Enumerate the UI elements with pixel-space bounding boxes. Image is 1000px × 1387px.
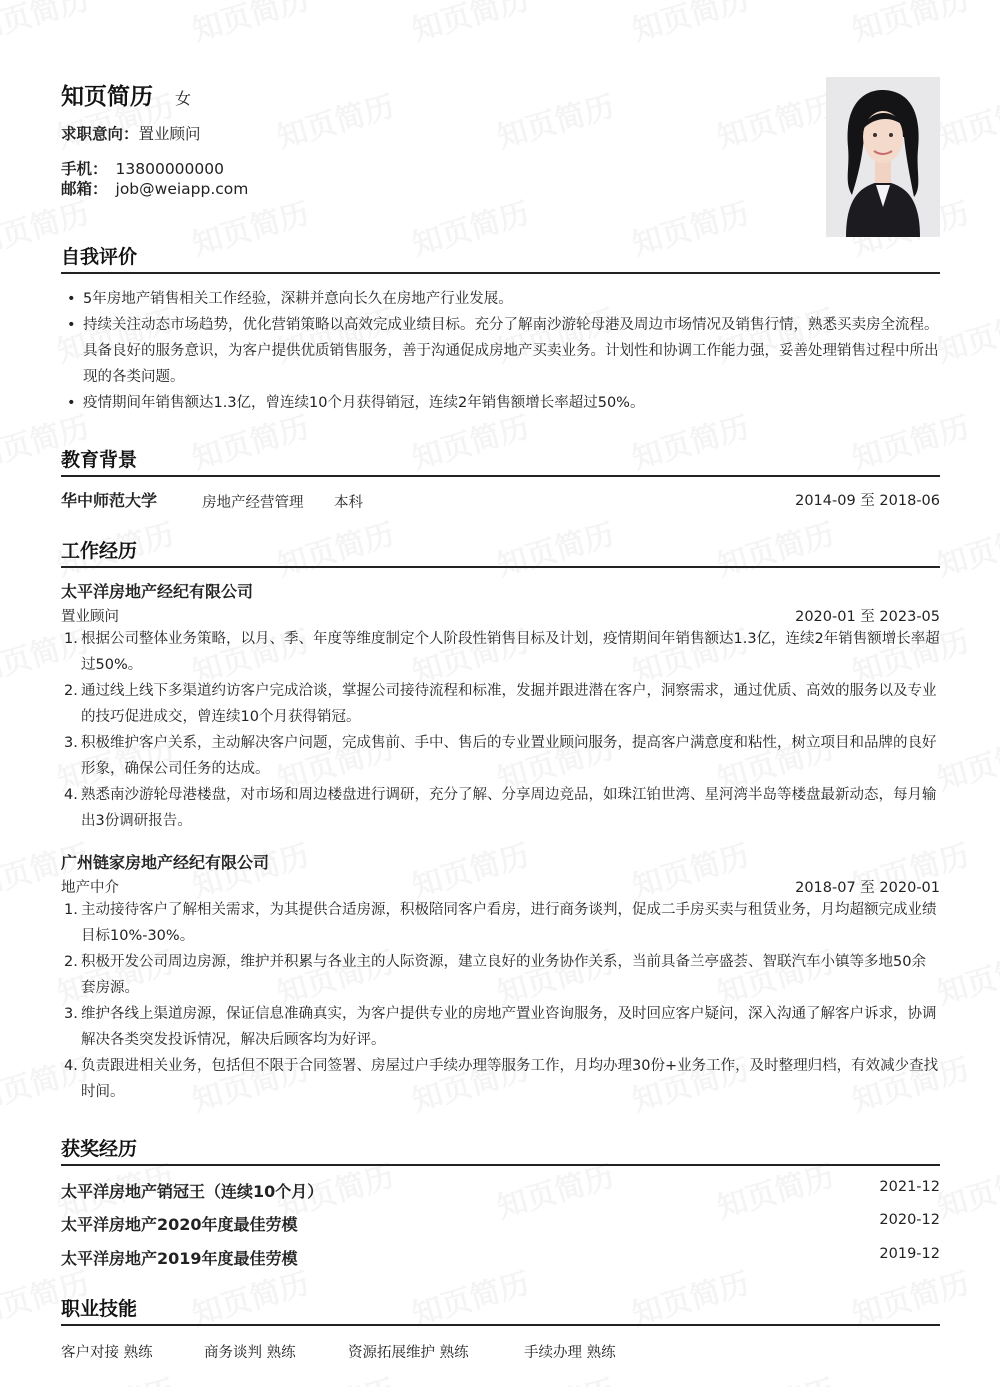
award-date: 2020-12 <box>879 1212 940 1228</box>
job-role: 置业顾问 <box>61 609 119 625</box>
award-row <box>61 1179 940 1202</box>
job-period: 2020-01 至 2023-05 <box>795 609 940 625</box>
skill-item: 客户对接 熟练 <box>61 1345 153 1361</box>
watermark-text <box>711 81 838 156</box>
job-duties-list <box>61 897 940 1105</box>
education-period: 2014-09 至 2018-06 <box>795 493 940 509</box>
watermark-text <box>711 1365 838 1387</box>
phone-label: 手机： <box>61 160 108 178</box>
phone-line <box>61 157 224 179</box>
watermark-text <box>931 81 1000 156</box>
award-date: 2021-12 <box>879 1179 940 1195</box>
award-row <box>61 1246 940 1269</box>
education-row <box>61 488 940 511</box>
list-item: 1. 根据公司整体业务策略，以月、季、年度等维度制定个人阶段性销售目标及计划，疫情期间年销售额达1.3亿，连续2年销售额增长率超过50%。 <box>64 631 940 673</box>
watermark-text <box>491 1365 618 1387</box>
list-item: 4. 负责跟进相关业务，包括但不限于合同签署、房屋过户手续办理等服务工作，月均办理30份+业务工作，及时整理归档，有效减少查找时间。 <box>64 1058 939 1100</box>
job-duties-list <box>61 626 940 834</box>
job-intent-label: 求职意向： <box>61 125 139 143</box>
section-title-skills: 职业技能 <box>61 1294 940 1326</box>
watermark-text <box>51 1365 178 1387</box>
major: 房地产经营管理 <box>202 495 304 511</box>
list-item: 4. 熟悉南沙游轮母港楼盘，对市场和周边楼盘进行调研，充分了解、分享周边竞品，如珠江铂世湾、星河湾半岛等楼盘最新动态，每月输出3份调研报告。 <box>64 787 937 829</box>
job-role-row <box>61 876 940 897</box>
watermark-text <box>491 81 618 156</box>
list-item: • 持续关注动态市场趋势，优化营销策略以高效完成业绩目标。充分了解南沙游轮母港及周边市场情况及销售行情，熟悉买卖房全流程。具备良好的服务意识，为客户提供优质销售服务，善于沟通促成房地产买卖业务。计划性和协调工作能力强，妥善处理销售过程中所出现的各类问题。 <box>61 312 940 390</box>
company-name: 广州链家房地产经纪有限公司 <box>61 853 270 872</box>
job-intent <box>61 122 201 144</box>
profile-photo <box>826 77 940 237</box>
section-title-self-eval: 自我评价 <box>61 242 940 274</box>
degree: 本科 <box>334 495 363 511</box>
skill-item: 商务谈判 熟练 <box>204 1345 296 1361</box>
list-item: • 5年房地产销售相关工作经验，深耕并意向长久在房地产行业发展。 <box>61 286 940 312</box>
watermark-text <box>931 295 1000 370</box>
watermark-text <box>406 0 533 50</box>
phone-value: 13800000000 <box>115 160 224 178</box>
person-portrait-icon <box>826 77 940 237</box>
job-role: 地产中介 <box>61 880 119 896</box>
candidate-name: 知页简历 <box>61 84 153 110</box>
watermark-text <box>271 81 398 156</box>
watermark-text <box>626 0 753 50</box>
list-item: 1. 主动接待客户了解相关需求，为其提供合适房源，积极陪同客户看房，进行商务谈判，促成二手房买卖与租赁业务，月均超额完成业绩目标10%-30%。 <box>64 902 937 944</box>
list-item: • 疫情期间年销售额达1.3亿，曾连续10个月获得销冠，连续2年销售额增长率超过50%。 <box>61 390 940 416</box>
skill-item: 手续办理 熟练 <box>524 1345 616 1361</box>
award-row <box>61 1212 940 1235</box>
job-period: 2018-07 至 2020-01 <box>795 880 940 896</box>
list-item: 2. 积极开发公司周边房源，维护并积累与各业主的人际资源，建立良好的业务协作关系，当前具备兰亭盛荟、智联汽车小镇等多地50余套房源。 <box>64 954 926 996</box>
watermark-text <box>846 0 973 50</box>
watermark-text <box>931 509 1000 584</box>
watermark-text <box>186 0 313 50</box>
candidate-gender: 女 <box>175 89 192 108</box>
list-item: 3. 积极维护客户关系，主动解决客户问题，完成售前、手中、售后的专业置业顾问服务，提高客户满意度和粘性，树立项目和品牌的良好形象，确保公司任务的达成。 <box>64 735 937 777</box>
award-name: 太平洋房地产销冠王（连续10个月） <box>61 1182 324 1201</box>
watermark-text <box>931 723 1000 798</box>
email-label: 邮箱： <box>61 180 108 198</box>
watermark-text <box>931 1151 1000 1226</box>
list-item: 2. 通过线上线下多渠道约访客户完成洽谈，掌握公司接待流程和标准，发掘并跟进潜在客户，洞察需求，通过优质、高效的服务以及专业的技巧促进成交，曾连续10个月获得销冠。 <box>64 683 937 725</box>
email-line <box>61 177 248 199</box>
award-date: 2019-12 <box>879 1246 940 1262</box>
section-title-education: 教育背景 <box>61 445 940 477</box>
job-role-row <box>61 605 940 626</box>
email-value: job@weiapp.com <box>115 180 249 198</box>
section-title-awards: 获奖经历 <box>61 1134 940 1166</box>
company-name: 太平洋房地产经纪有限公司 <box>61 582 254 601</box>
section-title-work: 工作经历 <box>61 536 940 568</box>
award-name: 太平洋房地产2019年度最佳劳模 <box>61 1249 298 1268</box>
list-item: 3. 维护各线上渠道房源，保证信息准确真实，为客户提供专业的房地产置业咨询服务，及时回应客户疑问，深入沟通了解客户诉求，协调解决各类突发投诉情况，解决后顾客均为好评。 <box>64 1006 937 1048</box>
watermark-text <box>0 0 94 50</box>
school-name: 华中师范大学 <box>61 491 158 510</box>
job-intent-value: 置业顾问 <box>138 125 201 143</box>
watermark-text <box>271 1365 398 1387</box>
watermark-text <box>931 937 1000 1012</box>
skill-item: 资源拓展维护 熟练 <box>348 1345 469 1361</box>
award-name: 太平洋房地产2020年度最佳劳模 <box>61 1215 298 1234</box>
self-eval-list <box>61 286 940 416</box>
watermark-text <box>931 1365 1000 1387</box>
